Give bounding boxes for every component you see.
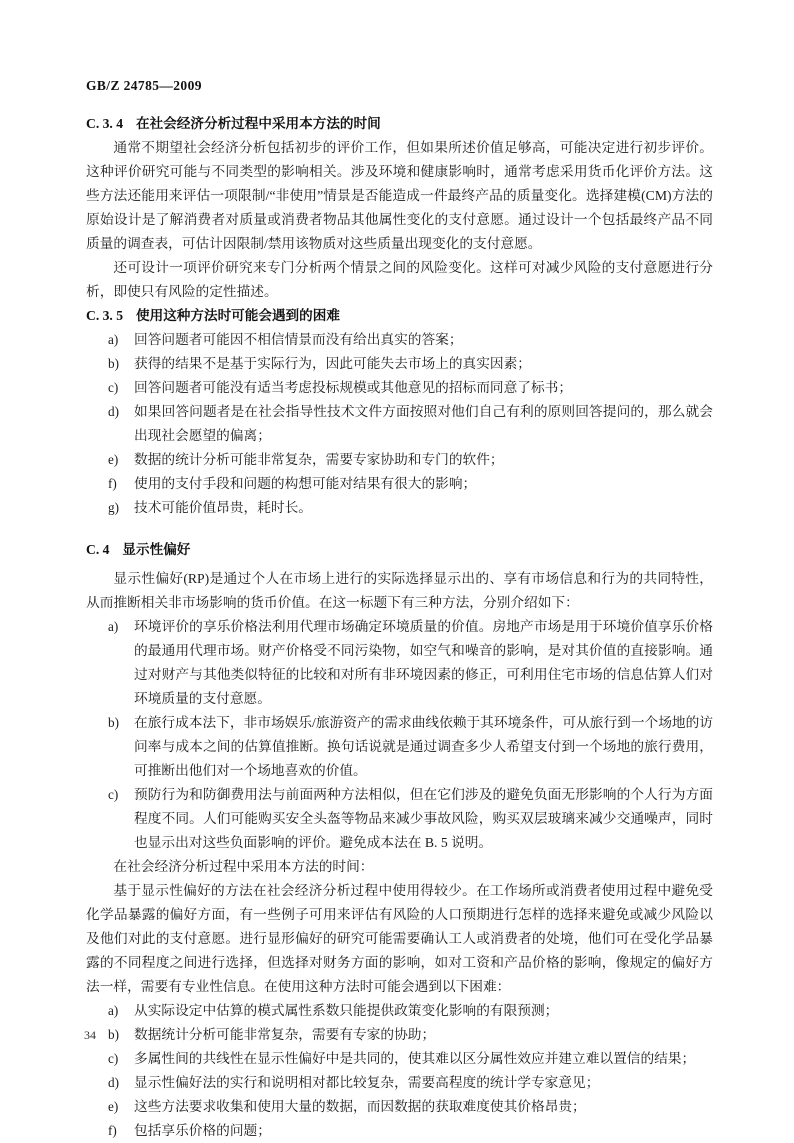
list-item (86, 328, 713, 352)
list-item (86, 615, 713, 711)
paragraph-c34-1: 通常不期望社会经济分析包括初步的评价工作，但如果所述价值足够高，可能决定进行初步评价。这种评价研究可能与不同类型的影响相关。涉及环境和健康影响时，通常考虑采用货币化评价方法。这些方法还能用来评估一项限制/“非使用”情景是否能造成一件最终产品的质量变化。选择建模(CM)方法的原始设计是了解消费者对质量或消费者物品其他属性变化的支付意愿。通过设计一个包括最终产品不同质量的调查表，可估计因限制/禁用该物质对这些质量出现变化的支付意愿。 (86, 140, 713, 251)
list-item-text: 从实际设定中估算的模式属性系数只能提供政策变化影响的有限预测； (134, 1003, 559, 1018)
list-item-text: 预防行为和防御费用法与前面两种方法相似，但在它们涉及的避免负面无形影响的个人行为方面程度不同。人们可能购买安全头盔等物品来减少事故风险，购买双层玻璃来减少交通噪声，同时也显示出对这些负面影响的评价。避免成本法在 B. 5 说明。 (134, 787, 713, 850)
list-item (86, 472, 713, 496)
paragraph-c4-timing-label: 在社会经济分析过程中采用本方法的时间： (113, 859, 374, 874)
clause-heading-c-4 (86, 538, 713, 562)
list-c35-difficulties (86, 328, 713, 520)
list-item (86, 1119, 713, 1143)
list-item-text: 包括享乐价格的问题； (134, 1123, 271, 1138)
clause-number-c-4: C. 4 (86, 542, 110, 557)
list-item-text: 回答问题者可能没有适当考虑投标规模或其他意见的招标而同意了标书； (134, 380, 573, 395)
clause-number-c-3-5: C. 3. 5 (86, 308, 124, 323)
list-c4-difficulties (86, 999, 713, 1143)
list-item-text: 环境评价的享乐价格法利用代理市场确定环境质量的价值。房地产市场是用于环境价值享乐价格的最通用代理市场。财产价格受不同污染物，如空气和噪音的影响，是对其价值的直接影响。通过对财产与其他类似特征的比较和对所有非环境因素的修正，可利用住宅市场的信息估算人们对环境质量的支付意愿。 (134, 619, 713, 706)
list-marker: b) (108, 1027, 119, 1042)
clause-number-c-3-4: C. 3. 4 (86, 116, 124, 131)
page-body (86, 112, 713, 1143)
list-c4-methods (86, 615, 713, 855)
list-item-text: 如果回答问题者是在社会指导性技术文件方面按照对他们自己有利的原则回答提问的，那么就会出现社会愿望的偏离； (134, 404, 713, 443)
list-marker: a) (108, 332, 119, 347)
list-marker: f) (108, 1123, 117, 1138)
list-marker: c) (108, 1051, 119, 1066)
clause-heading-c-3-5 (86, 304, 713, 328)
list-item (86, 376, 713, 400)
clause-title-c-3-5: 使用这种方法时可能会遇到的困难 (136, 308, 340, 323)
list-item-text: 多属性间的共线性在显示性偏好中是共同的，使其难以区分属性效应并建立难以置信的结果； (134, 1051, 696, 1066)
list-item-text: 回答问题者可能因不相信情景而没有给出真实的答案； (134, 332, 463, 347)
list-marker: g) (108, 500, 119, 515)
paragraph-c34-2: 还可设计一项评价研究来专门分析两个情景之间的风险变化。这样可对减少风险的支付意愿进行分析，即使只有风险的定性描述。 (86, 260, 713, 299)
paragraph-c4-timing-body: 基于显示性偏好的方法在社会经济分析过程中使用得较少。在工作场所或消费者使用过程中避免受化学品暴露的偏好方面，有一些例子可用来评估有风险的人口预期进行怎样的选择来避免或减少风险以及他们对此的支付意愿。进行显形偏好的研究可能需要确认工人或消费者的处境，他们可在受化学品暴露的不同程度之间进行选择，但选择对财务方面的影响，如对工资和产品价格的影响，像规定的偏好方法一样，需要有专业性信息。在使用这种方法时可能会遇到以下困难： (86, 883, 713, 994)
list-item (86, 1023, 713, 1047)
list-item (86, 352, 713, 376)
list-item (86, 400, 713, 448)
list-item-text: 使用的支付手段和问题的构想可能对结果有很大的影响； (134, 476, 477, 491)
list-item-text: 数据统计分析可能非常复杂，需要有专家的协助； (134, 1027, 436, 1042)
list-marker: e) (108, 1099, 119, 1114)
paragraph-c4-intro: 显示性偏好(RP)是通过个人在市场上进行的实际选择显示出的、享有市场信息和行为的共同特性，从而推断相关非市场影响的货币价值。在这一标题下有三种方法，分别介绍如下： (86, 571, 713, 610)
list-marker: a) (108, 1003, 119, 1018)
list-marker: f) (108, 476, 117, 491)
list-marker: d) (108, 404, 119, 419)
list-marker: c) (108, 380, 119, 395)
list-item (86, 1071, 713, 1095)
list-item (86, 448, 713, 472)
list-item (86, 496, 713, 520)
list-item (86, 1047, 713, 1071)
running-header-standard-number: GB/Z 24785—2009 (86, 78, 202, 93)
list-marker: a) (108, 619, 119, 634)
list-item-text: 获得的结果不是基于实际行为，因此可能失去市场上的真实因素； (134, 356, 531, 371)
list-item (86, 999, 713, 1023)
list-item-text: 技术可能价值昂贵，耗时长。 (134, 500, 312, 515)
clause-title-c-3-4: 在社会经济分析过程中采用本方法的时间 (136, 116, 381, 131)
clause-heading-c-3-4 (86, 112, 713, 136)
clause-title-c-4: 显示性偏好 (122, 542, 191, 557)
list-item (86, 1095, 713, 1119)
list-item-text: 在旅行成本法下，非市场娱乐/旅游资产的需求曲线依赖于其环境条件，可从旅行到一个场地的访问率与成本之间的估算值推断。换句话说就是通过调查多少人希望支付到一个场地的旅行费用，可推断出他们对一个场地喜欢的价值。 (134, 715, 713, 778)
list-marker: c) (108, 787, 119, 802)
list-item (86, 711, 713, 783)
list-item (86, 783, 713, 855)
page-number: 34 (84, 1028, 96, 1042)
list-marker: e) (108, 452, 119, 467)
list-item-text: 这些方法要求收集和使用大量的数据，而因数据的获取难度使其价格昂贵； (134, 1099, 586, 1114)
list-marker: d) (108, 1075, 119, 1090)
list-marker: b) (108, 715, 119, 730)
list-item-text: 显示性偏好法的实行和说明相对都比较复杂，需要高程度的统计学专家意见； (134, 1075, 600, 1090)
list-item-text: 数据的统计分析可能非常复杂，需要专家协助和专门的软件； (134, 452, 504, 467)
list-marker: b) (108, 356, 119, 371)
